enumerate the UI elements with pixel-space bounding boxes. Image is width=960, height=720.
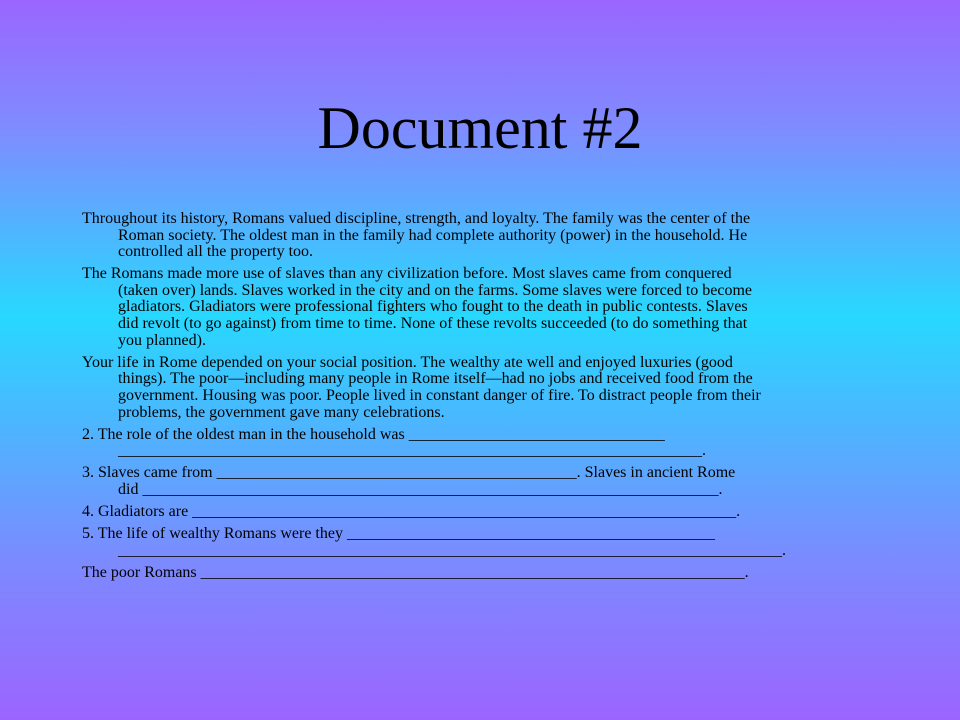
question-3 [82, 465, 882, 498]
text-line: government. Housing was poor. People lived in constant danger of fire. To distract people from their [118, 386, 761, 404]
question-line: The poor Romans ____________________________________________________________________. [82, 563, 749, 581]
text-line: did revolt (to go against) from time to time. None of these revolts succeeded (to do something that [118, 315, 748, 333]
text-line: gladiators. Gladiators were professional fighters who fought to the death in public contests. Slaves [118, 298, 748, 316]
question-line: 3. Slaves came from _____________________________________________. Slaves in ancient Rome [82, 464, 736, 482]
question-2 [82, 427, 882, 460]
question-4 [82, 504, 882, 521]
text-line: problems, the government gave many celebrations. [118, 403, 445, 421]
text-line: The Romans made more use of slaves than any civilization before. Most slaves came from conquered [82, 265, 732, 283]
text-line: Your life in Rome depended on your social position. The wealthy ate well and enjoyed luxuries (good [82, 353, 733, 371]
question-5-poor [82, 565, 882, 582]
answer-blank-line: _________________________________________________________________________. [118, 442, 706, 460]
paragraph-family [82, 211, 882, 261]
paragraph-slaves [82, 266, 882, 349]
question-5 [82, 526, 882, 559]
question-line: did ________________________________________________________________________. [118, 480, 723, 498]
text-line: controlled all the property too. [118, 243, 314, 261]
question-line: 4. Gladiators are ____________________________________________________________________. [82, 503, 741, 520]
slide-title: Document #2 [317, 95, 643, 161]
question-line: 5. The life of wealthy Romans were they ______________________________________________ [82, 525, 715, 543]
text-line: things). The poor—including many people in Rome itself—had no jobs and received food from the [118, 370, 753, 388]
question-line: 2. The role of the oldest man in the household was ________________________________ [82, 425, 665, 443]
text-line: you planned). [118, 331, 206, 349]
document-body [82, 211, 882, 587]
text-line: Roman society. The oldest man in the family had complete authority (power) in the household. He [118, 226, 748, 244]
text-line: Throughout its history, Romans valued discipline, strength, and loyalty. The family was the center of the [82, 210, 751, 227]
text-line: (taken over) lands. Slaves worked in the city and on the farms. Some slaves were forced to become [118, 281, 753, 299]
paragraph-social-position [82, 355, 882, 421]
answer-blank-line: ___________________________________________________________________________________. [118, 541, 786, 559]
